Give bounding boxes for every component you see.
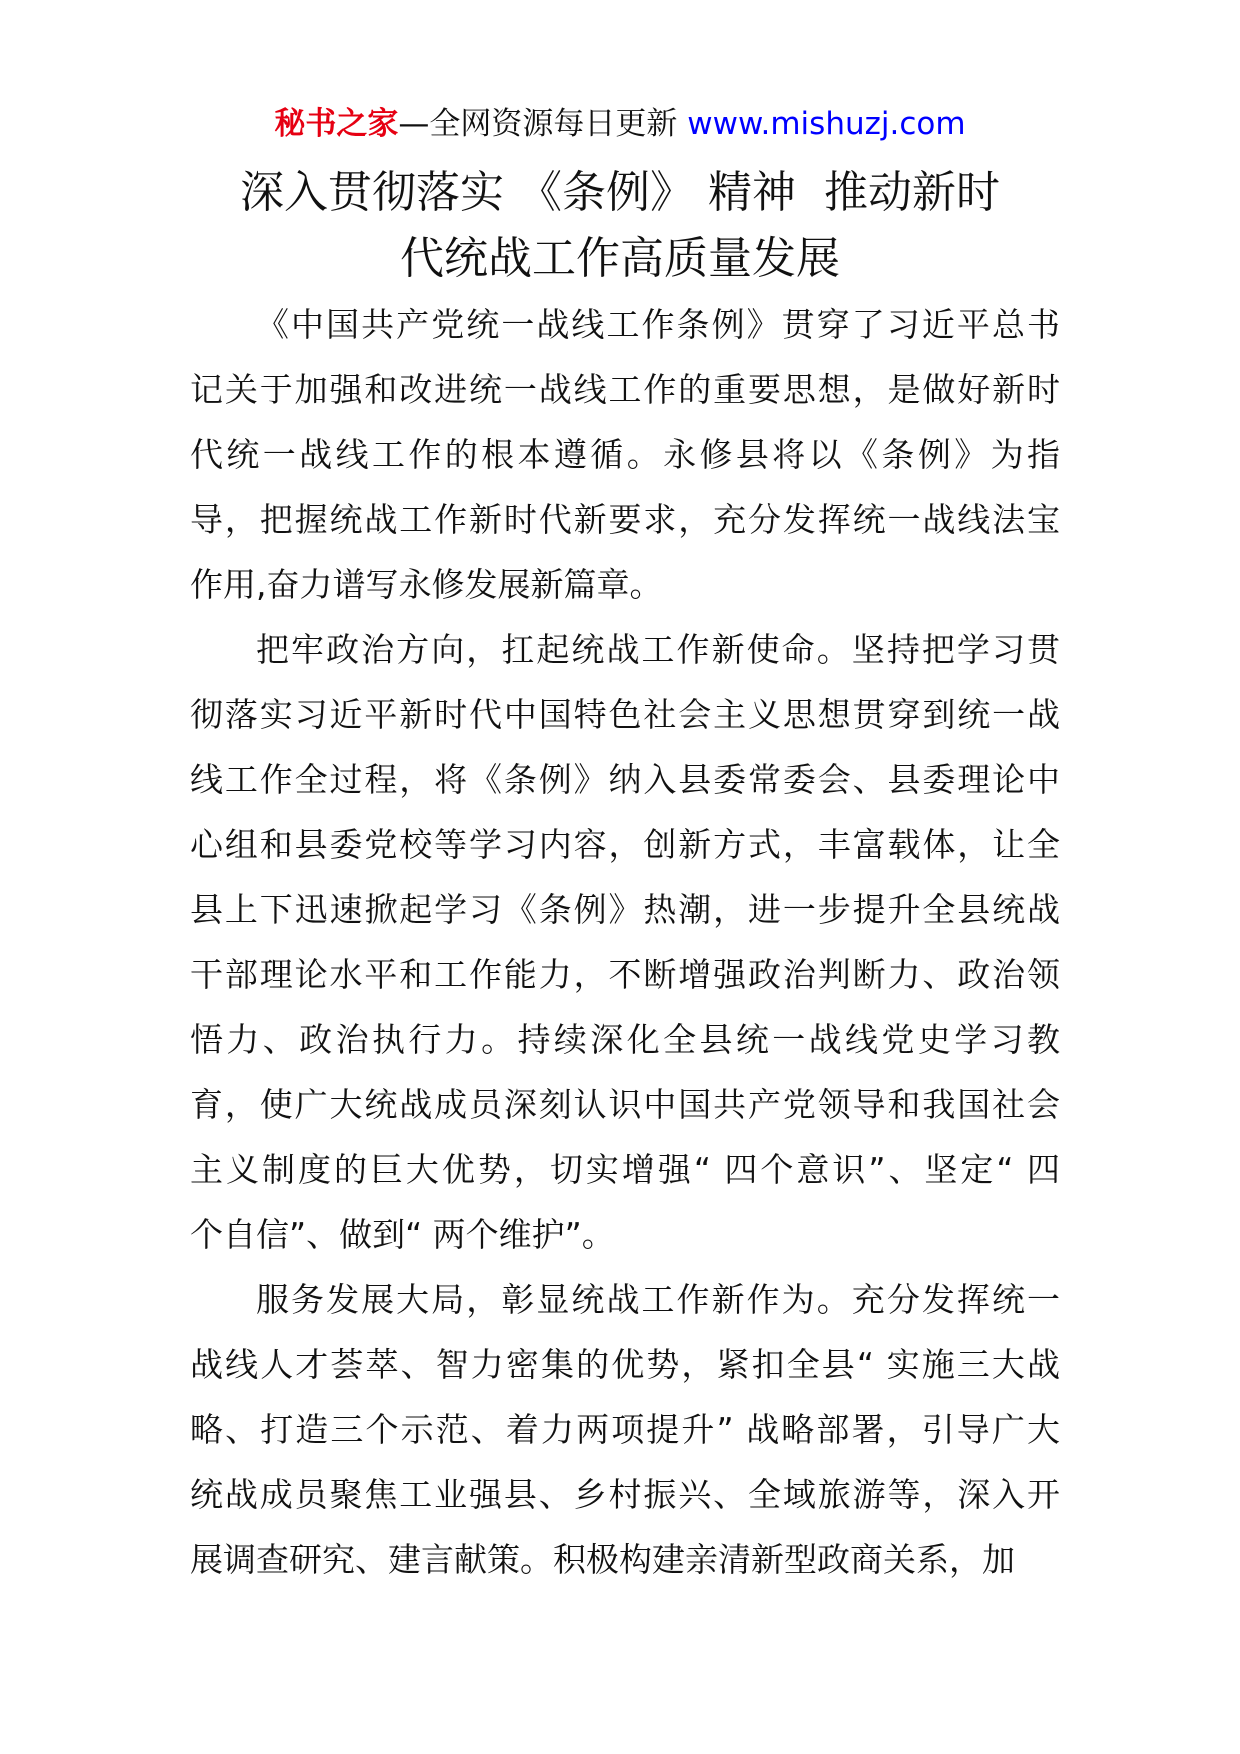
paragraph-line: 统战成员聚焦工业强县、乡村振兴、全域旅游等，深入开 <box>190 1475 1060 1514</box>
site-url-link[interactable]: www.mishuzj.com <box>687 106 966 142</box>
paragraph-line: 心组和县委党校等学习内容，创新方式，丰富载体，让全 <box>190 825 1060 864</box>
paragraph-line: 记关于加强和改进统一战线工作的重要思想，是做好新时 <box>190 370 1060 409</box>
brand-name: 秘书之家 <box>274 106 399 142</box>
document-body <box>190 292 1060 1592</box>
paragraph-line: 《中国共产党统一战线工作条例》贯穿了习近平总书 <box>256 305 1060 344</box>
paragraph-line: 服务发展大局，彰显统战工作新作为。充分发挥统一 <box>256 1280 1060 1319</box>
paragraph-line: 展调查研究、建言献策。积极构建亲清新型政商关系，加 <box>190 1540 1015 1579</box>
paragraph-line: 把牢政治方向，扛起统战工作新使命。坚持把学习贯 <box>256 630 1060 669</box>
paragraph-line: 代统一战线工作的根本遵循。永修县将以《条例》为指 <box>190 435 1060 474</box>
paragraph-line: 县上下迅速掀起学习《条例》热潮，进一步提升全县统战 <box>190 890 1060 929</box>
paragraph <box>190 617 1060 1267</box>
paragraph-line: 悟力、政治执行力。持续深化全县统一战线党史学习教 <box>190 1020 1060 1059</box>
title-line-1: 深入贯彻落实 《条例》 精神 推动新时 <box>240 167 1000 218</box>
paragraph-line: 略、打造三个示范、着力两项提升” 战略部署，引导广大 <box>190 1410 1060 1449</box>
paragraph-line: 线工作全过程，将《条例》纳入县委常委会、县委理论中 <box>190 760 1060 799</box>
paragraph-line: 彻落实习近平新时代中国特色社会主义思想贯穿到统一战 <box>190 695 1060 734</box>
header-banner <box>0 100 1240 148</box>
paragraph-line: 主义制度的巨大优势，切实增强“ 四个意识”、坚定“ 四 <box>190 1150 1060 1189</box>
title-line-2: 代统战工作高质量发展 <box>400 233 840 284</box>
document-title <box>180 160 1060 292</box>
paragraph <box>190 292 1060 617</box>
paragraph-line: 作用,奋力谱写永修发展新篇章。 <box>190 565 663 604</box>
paragraph-line: 干部理论水平和工作能力，不断增强政治判断力、政治领 <box>190 955 1060 994</box>
paragraph-line: 育，使广大统战成员深刻认识中国共产党领导和我国社会 <box>190 1085 1060 1124</box>
paragraph-line: 导，把握统战工作新时代新要求，充分发挥统一战线法宝 <box>190 500 1060 539</box>
header-tagline: —全网资源每日更新 <box>398 106 688 142</box>
paragraph-line: 个自信”、做到“ 两个维护”。 <box>190 1215 615 1254</box>
paragraph-line: 战线人才荟萃、智力密集的优势，紧扣全县“ 实施三大战 <box>190 1345 1060 1384</box>
paragraph <box>190 1267 1060 1592</box>
